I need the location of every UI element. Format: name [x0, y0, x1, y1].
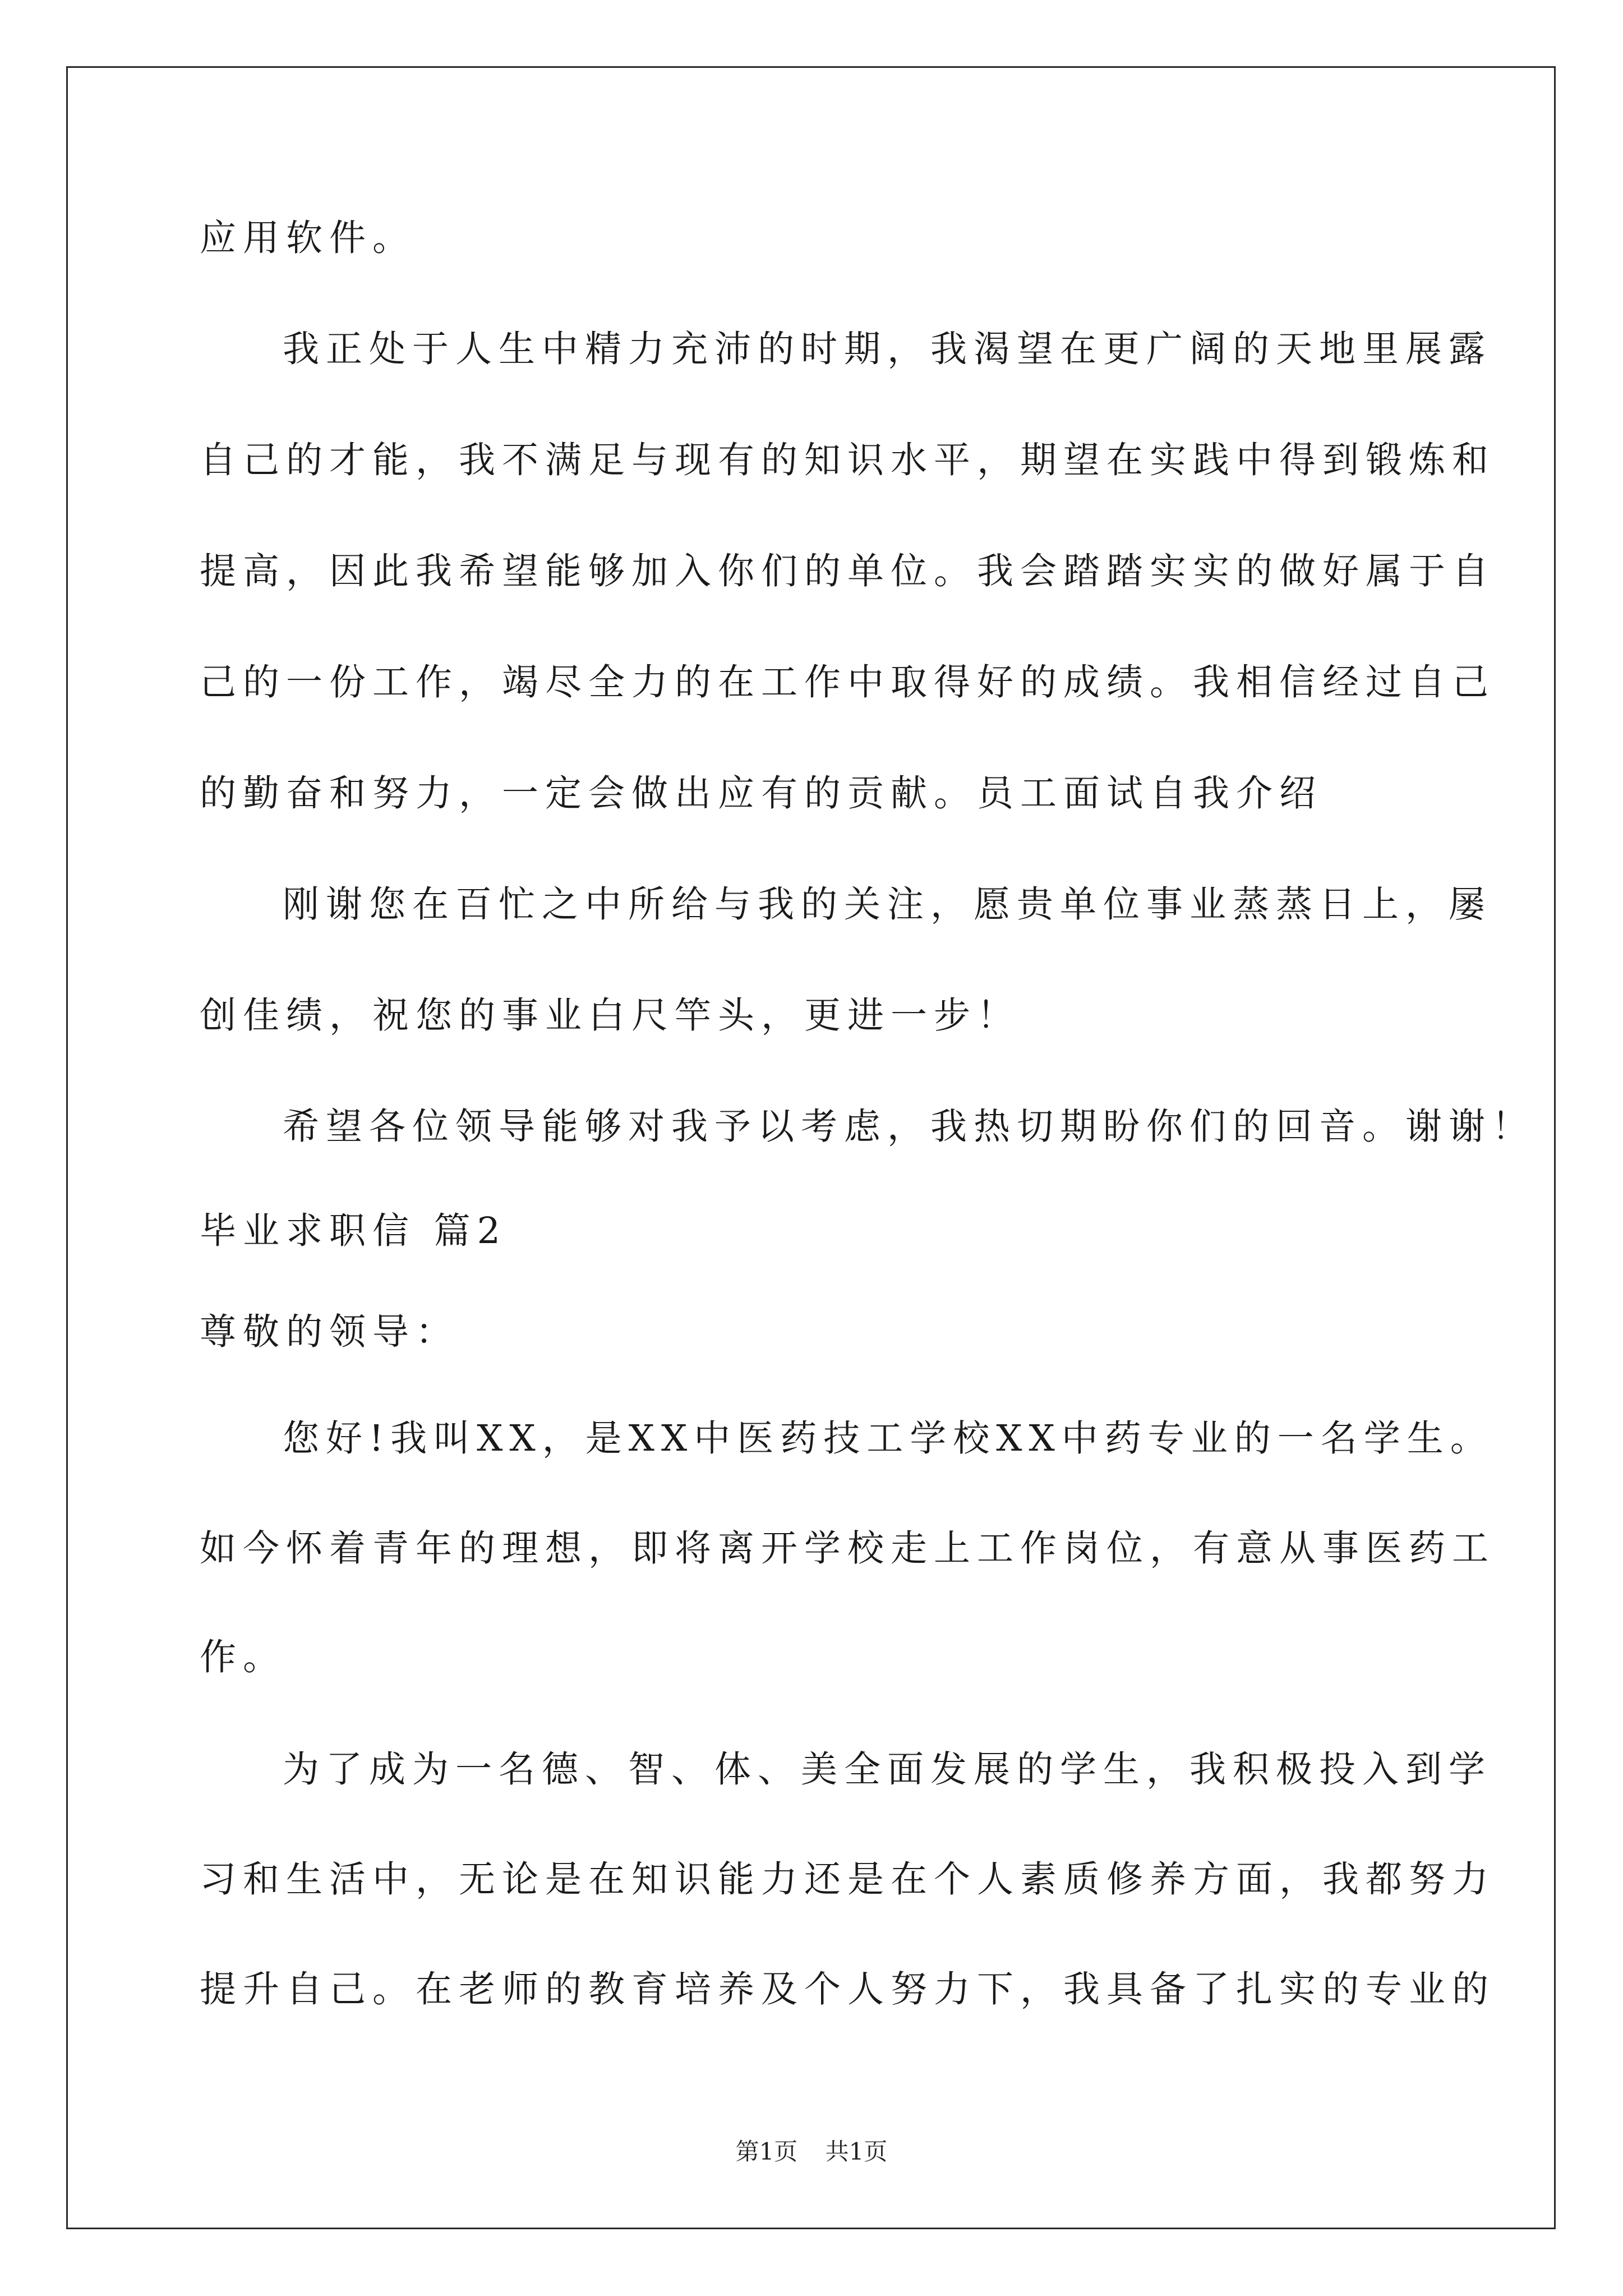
section-heading: 毕业求职信 篇2 — [200, 1210, 508, 1252]
paragraph-line: 提高，因此我希望能够加入你们的单位。我会踏踏实实的做好属于自 — [200, 550, 1496, 592]
paragraph-line: 您好!我叫XX，是XX中医药技工学校XX中药专业的一名学生。 — [283, 1418, 1493, 1460]
paragraph-line: 的勤奋和努力，一定会做出应有的贡献。员工面试自我介绍 — [200, 772, 1323, 815]
paragraph-line: 习和生活中，无论是在知识能力还是在个人素质修养方面，我都努力 — [200, 1858, 1496, 1901]
paragraph-line: 作。 — [200, 1636, 287, 1678]
paragraph-line: 己的一份工作，竭尽全力的在工作中取得好的成绩。我相信经过自己 — [200, 661, 1496, 703]
paragraph-line: 创佳绩，祝您的事业白尺竿头，更进一步！ — [200, 995, 1021, 1037]
paragraph-line: 为了成为一名德、智、体、美全面发展的学生，我积极投入到学 — [283, 1749, 1492, 1791]
paragraph-line: 我正处于人生中精力充沛的时期，我渴望在更广阔的天地里展露 — [283, 328, 1492, 370]
salutation: 尊敬的领导： — [200, 1311, 459, 1353]
page-total: 共1页 — [825, 2138, 888, 2165]
page-number: 第1页 — [735, 2138, 798, 2165]
paragraph-line: 希望各位领导能够对我予以考虑，我热切期盼你们的回音。谢谢！ — [283, 1106, 1536, 1148]
paragraph-line: 应用软件。 — [200, 217, 416, 259]
paragraph-line: 刚谢您在百忙之中所给与我的关注，愿贵单位事业蒸蒸日上，屡 — [283, 884, 1492, 926]
page-footer — [0, 2135, 1623, 2169]
paragraph-line: 提升自己。在老师的教育培养及个人努力下，我具备了扎实的专业的 — [200, 1968, 1496, 2010]
paragraph-line: 自己的才能，我不满足与现有的知识水平，期望在实践中得到锻炼和 — [200, 439, 1496, 481]
paragraph-line: 如今怀着青年的理想，即将离开学校走上工作岗位，有意从事医药工 — [200, 1527, 1496, 1570]
